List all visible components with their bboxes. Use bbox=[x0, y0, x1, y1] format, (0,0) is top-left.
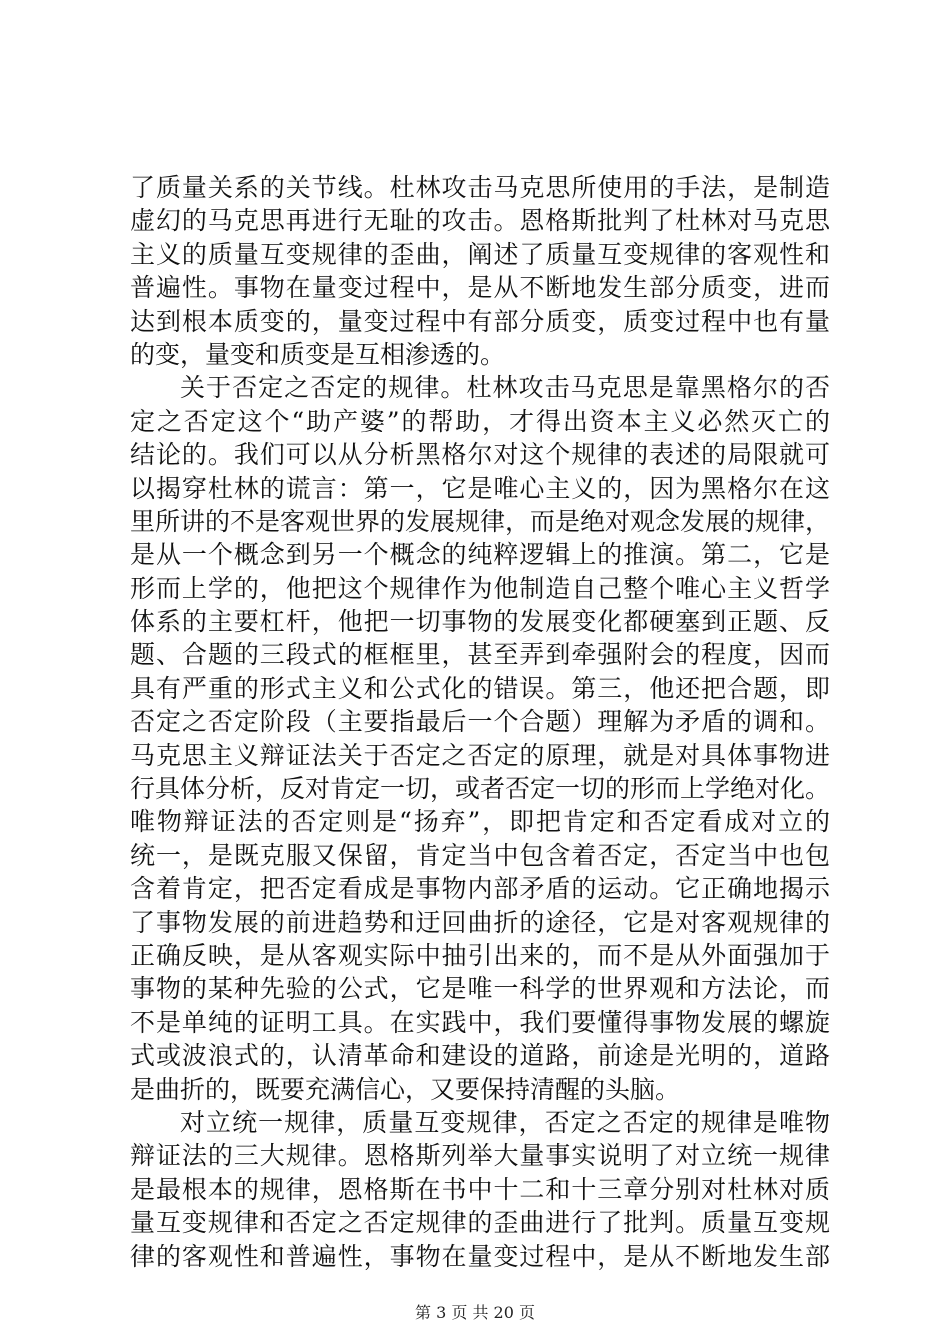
text-line: 行具体分析，反对肯定一切，或者否定一切的形而上学绝对化。 bbox=[130, 774, 831, 804]
text-line: 唯物辩证法的否定则是“扬弃”，即把肯定和否定看成对立的 bbox=[130, 807, 830, 837]
text-line: 的变，量变和质变是互相渗透的。 bbox=[130, 339, 506, 369]
text-line: 否定之否定阶段（主要指最后一个合题）理解为矛盾的调和。 bbox=[130, 707, 830, 737]
text-line: 式或波浪式的，认清革命和建设的道路，前途是光明的，道路 bbox=[130, 1041, 830, 1071]
page-number-footer: 第 3 页 共 20 页 bbox=[415, 1303, 535, 1322]
text-line: 里所讲的不是客观世界的发展规律，而是绝对观念发展的规律， bbox=[130, 506, 831, 536]
text-line: 以揭穿杜林的谎言：第一，它是唯心主义的，因为黑格尔在这 bbox=[130, 473, 830, 503]
text-line: 是曲折的，既要充满信心，又要保持清醒的头脑。 bbox=[130, 1074, 681, 1104]
text-line: 形而上学的，他把这个规律作为他制造自己整个唯心主义哲学 bbox=[130, 573, 830, 603]
text-line: 普遍性。事物在量变过程中，是从不断地发生部分质变，进而 bbox=[130, 273, 830, 303]
text-line: 律的客观性和普遍性，事物在量变过程中，是从不断地发生部 bbox=[130, 1241, 830, 1271]
text-line: 达到根本质变的，量变过程中有部分质变，质变过程中也有量 bbox=[130, 306, 830, 336]
text-line: 正确反映，是从客观实际中抽引出来的，而不是从外面强加于 bbox=[130, 940, 830, 970]
text-line: 定之否定这个“助产婆”的帮助，才得出资本主义必然灭亡的 bbox=[130, 406, 830, 436]
text-line: 对立统一规律，质量互变规律，否定之否定的规律是唯物 bbox=[180, 1107, 830, 1137]
text-line: 事物的某种先验的公式，它是唯一科学的世界观和方法论，而 bbox=[130, 974, 830, 1004]
text-line: 了质量关系的关节线。杜林攻击马克思所使用的手法，是制造 bbox=[130, 173, 830, 202]
body-text bbox=[130, 171, 830, 1273]
text-line: 含着肯定，把否定看成是事物内部矛盾的运动。它正确地揭示 bbox=[130, 874, 830, 904]
text-line: 不是单纯的证明工具。在实践中，我们要懂得事物发展的螺旋 bbox=[130, 1007, 830, 1037]
text-line: 是最根本的规律，恩格斯在书中十二和十三章分别对杜林对质 bbox=[130, 1174, 830, 1204]
text-line: 题、合题的三段式的框框里，甚至弄到牵强附会的程度，因而 bbox=[130, 640, 830, 670]
text-line: 体系的主要杠杆，他把一切事物的发展变化都硬塞到正题、反 bbox=[130, 607, 830, 637]
text-line: 主义的质量互变规律的歪曲，阐述了质量互变规律的客观性和 bbox=[130, 239, 830, 269]
text-line: 具有严重的形式主义和公式化的错误。第三，他还把合题，即 bbox=[130, 673, 830, 703]
text-line: 结论的。我们可以从分析黑格尔对这个规律的表述的局限就可 bbox=[130, 440, 830, 470]
text-line: 量互变规律和否定之否定规律的歪曲进行了批判。质量互变规 bbox=[130, 1208, 830, 1238]
text-line: 虚幻的马克思再进行无耻的攻击。恩格斯批判了杜林对马克思 bbox=[130, 206, 830, 236]
text-line: 关于否定之否定的规律。杜林攻击马克思是靠黑格尔的否 bbox=[180, 373, 830, 403]
text-line: 是从一个概念到另一个概念的纯粹逻辑上的推演。第二，它是 bbox=[130, 540, 830, 570]
text-line: 马克思主义辩证法关于否定之否定的原理，就是对具体事物进 bbox=[130, 740, 830, 770]
text-line: 统一，是既克服又保留，肯定当中包含着否定，否定当中也包 bbox=[130, 840, 830, 870]
text-line: 辩证法的三大规律。恩格斯列举大量事实说明了对立统一规律 bbox=[130, 1141, 830, 1171]
text-line: 了事物发展的前进趋势和迂回曲折的途径，它是对客观规律的 bbox=[130, 907, 830, 937]
